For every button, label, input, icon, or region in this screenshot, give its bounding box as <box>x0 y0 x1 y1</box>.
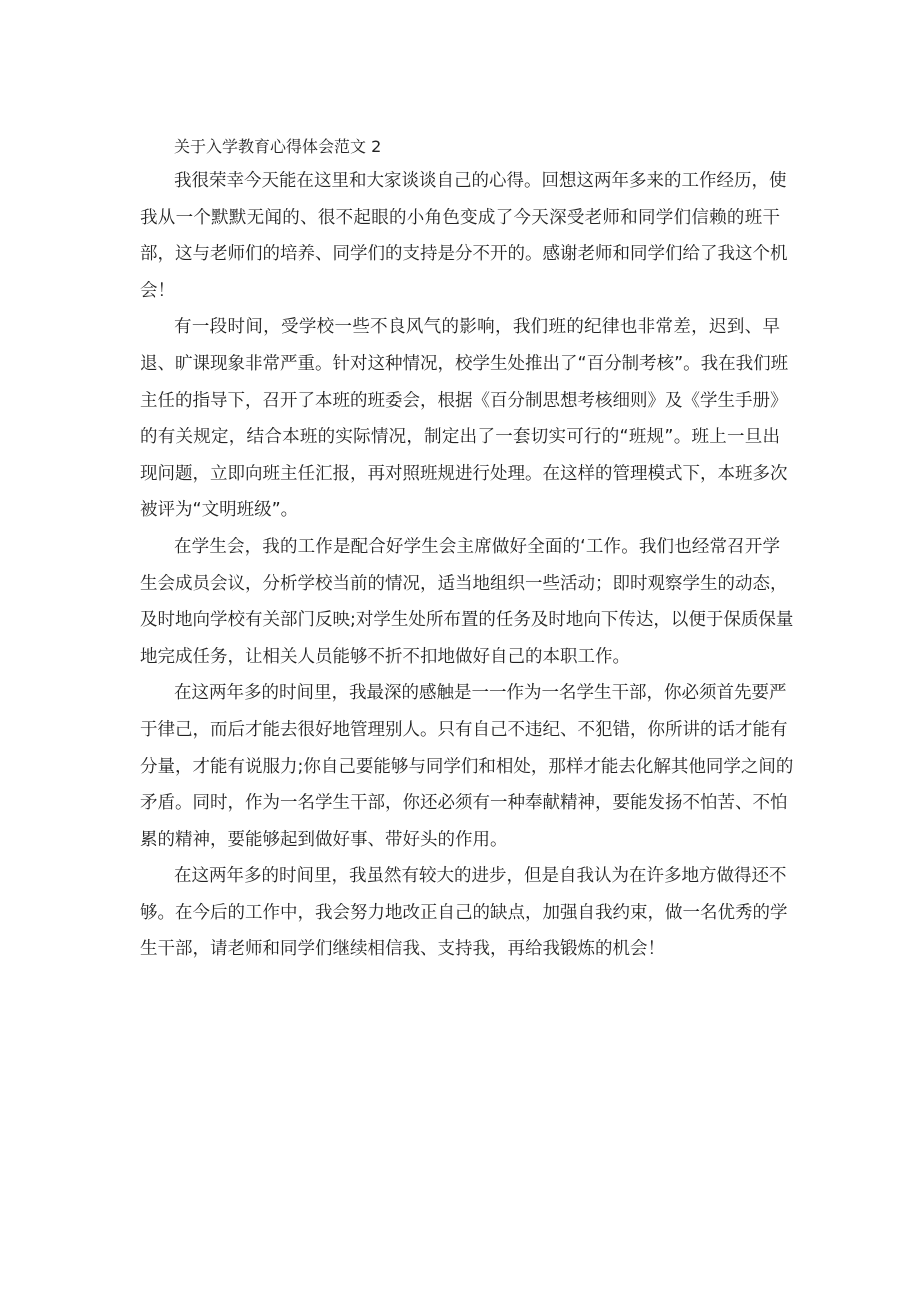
paragraph-line: 矛盾。同时，作为一名学生干部，你还必须有一种奉献精神，要能发扬不怕苦、不怕 <box>140 793 788 814</box>
paragraph-line: 会！ <box>140 280 175 301</box>
paragraph-line: 分量，才能有说服力;你自己要能够与同学们和相处，那样才能去化解其他同学之间的 <box>140 756 794 777</box>
paragraph-line: 的有关规定，结合本班的实际情况，制定出了一套切实可行的“班规”。班上一旦出 <box>140 427 780 448</box>
paragraph <box>140 309 789 529</box>
paragraph <box>140 163 788 309</box>
paragraph-line: 退、旷课现象非常严重。针对这种情况，校学生处推出了“百分制考核”。我在我们班 <box>140 353 789 374</box>
paragraph-line: 部，这与老师们的培养、同学们的支持是分不开的。感谢老师和同学们给了我这个机 <box>140 244 788 265</box>
paragraph-line: 累的精神，要能够起到做好事、带好头的作用。 <box>140 829 508 850</box>
paragraph-line: 生干部，请老师和同学们继续相信我、支持我，再给我锻炼的机会！ <box>140 939 665 960</box>
document-title: 关于入学教育心得体会范文 2 <box>174 137 382 156</box>
paragraph-line: 及时地向学校有关部门反映;对学生处所布置的任务及时地向下传达，以便于保质保量 <box>140 610 794 631</box>
paragraph-line: 够。在今后的工作中，我会努力地改正自己的缺点，加强自我约束，做一名优秀的学 <box>140 902 788 923</box>
document-body <box>140 133 794 968</box>
paragraph <box>140 858 788 968</box>
paragraph-line: 我很荣幸今天能在这里和大家谈谈自己的心得。回想这两年多来的工作经历，使 <box>174 171 787 191</box>
paragraphs <box>140 163 794 968</box>
paragraph-line: 现问题，立即向班主任汇报，再对照班规进行处理。在这样的管理模式下，本班多次 <box>140 463 788 484</box>
paragraph-line: 我从一个默默无闻的、很不起眼的小角色变成了今天深受老师和同学们信赖的班干 <box>140 207 780 228</box>
paragraph-line: 主任的指导下，召开了本班的班委会，根据《百分制思想考核细则》及《学生手册》 <box>140 390 788 411</box>
paragraph-line: 被评为“文明班级”。 <box>140 500 299 521</box>
paragraph-line: 在这两年多的时间里，我虽然有较大的进步，但是自我认为在许多地方做得还不 <box>174 866 787 887</box>
paragraph-line: 在这两年多的时间里，我最深的感触是一一作为一名学生干部，你必须首先要严 <box>174 683 787 704</box>
paragraph-line: 于律己，而后才能去很好地管理别人。只有自己不违纪、不犯错，你所讲的话才能有 <box>140 719 788 740</box>
paragraph <box>140 529 794 675</box>
paragraph-line: 地完成任务，让相关人员能够不折不扣地做好自己的本职工作。 <box>140 646 630 667</box>
paragraph-line: 生会成员会议，分析学校当前的情况，适当地组织一些活动；即时观察学生的动态， <box>140 573 788 594</box>
paragraph-line: 在学生会，我的工作是配合好学生会主席做好全面的‘工作。我们也经常召开学 <box>174 536 780 557</box>
paragraph <box>140 675 794 858</box>
paragraph-line: 有一段时间，受学校一些不良风气的影响，我们班的纪律也非常差，迟到、早 <box>174 317 780 338</box>
